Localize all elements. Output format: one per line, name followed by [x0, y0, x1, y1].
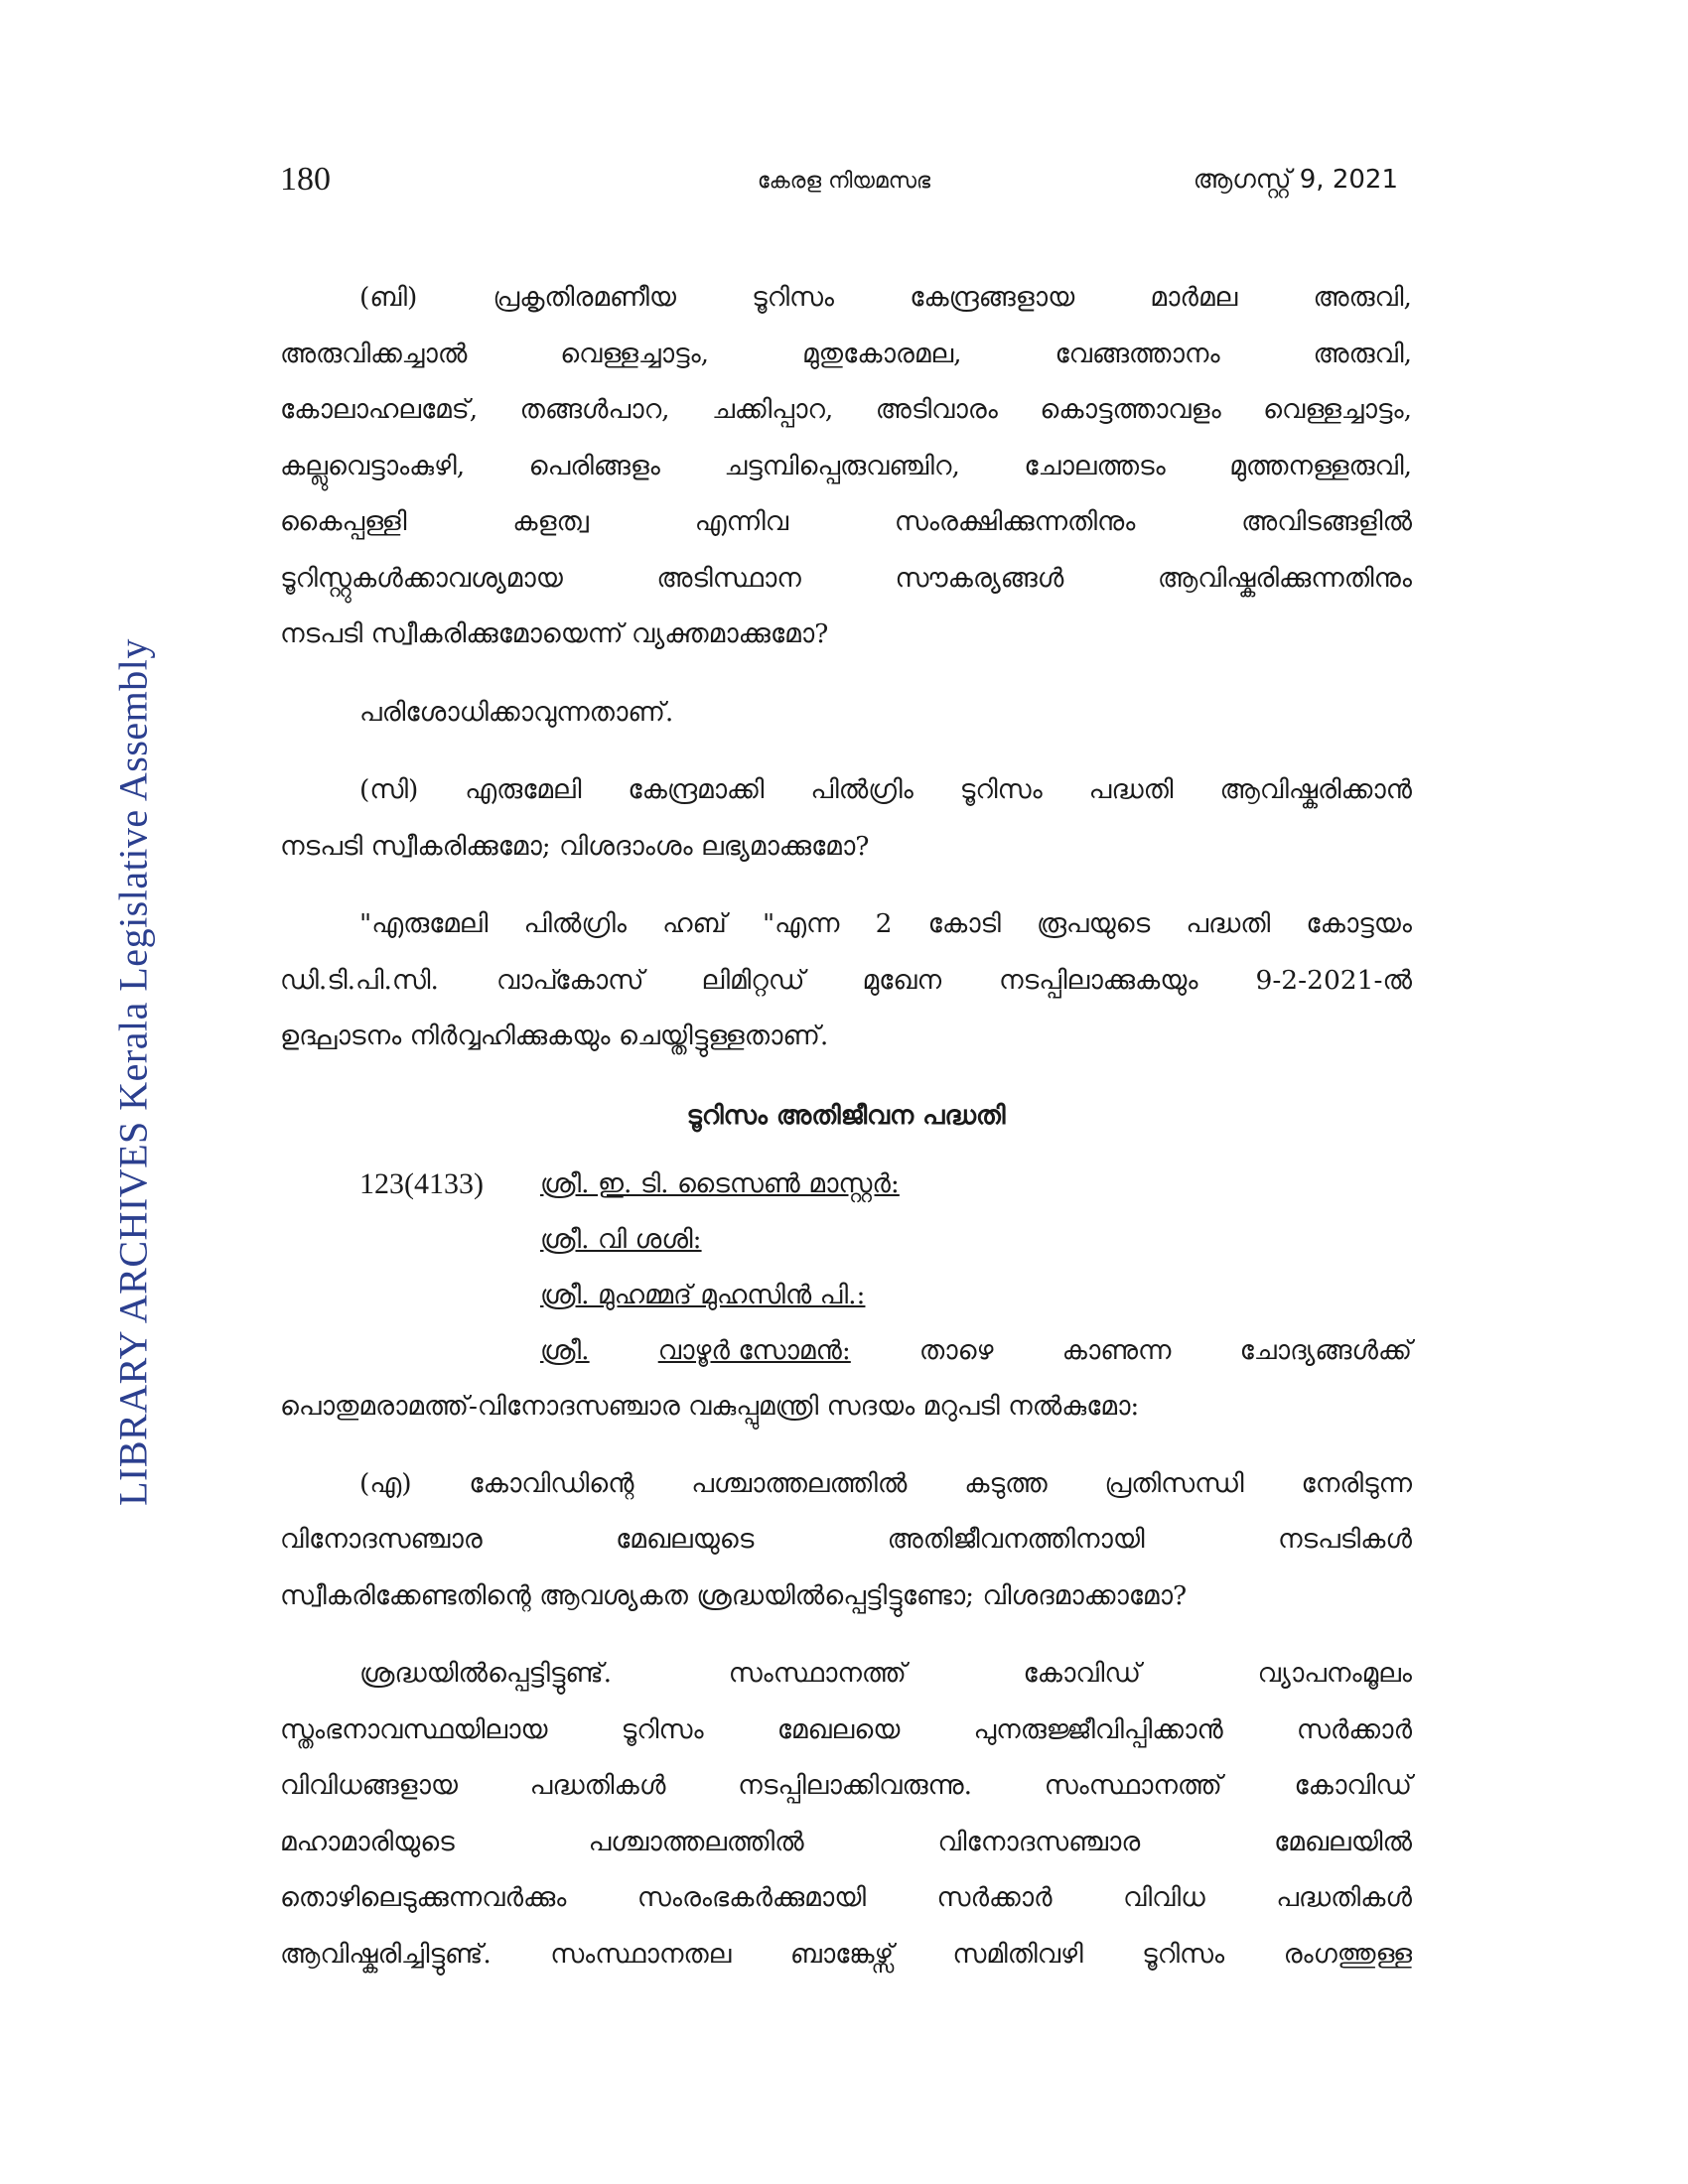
text-line: ഉദ്ഘാടനം നിർവ്വഹിക്കുകയും ചെയ്തിട്ടുള്ളതാണ്.: [280, 1021, 829, 1051]
addressee-line: പൊതുമരാമത്ത്-വിനോദസഞ്ചാര വകുപ്പുമന്ത്രി സദയം മറുപടി നൽകുമോ:: [280, 1390, 1140, 1422]
intro-word: കാണുന്ന: [1061, 1334, 1172, 1366]
intro-word: ചോദ്യങ്ങൾക്ക്: [1239, 1334, 1412, 1366]
text-line: വിവിധങ്ങളായ പദ്ധതികൾ നടപ്പിലാക്കിവരുന്നു. സംസ്ഥാനത്ത് കോവിഡ്: [280, 1770, 1412, 1801]
member-name: ശ്രീ. വി ശശി:: [540, 1223, 702, 1255]
answer-part-c: [280, 896, 1412, 1065]
text-line: തൊഴിലെടുക്കുന്നവർക്കും സംരംഭകർക്കുമായി സർക്കാർ വിവിധ പദ്ധതികൾ: [280, 1882, 1412, 1913]
text-line: (സി) എരുമേലി കേന്ദ്രമാക്കി പിൽഗ്രിം ടൂറിസം പദ്ധതി ആവിഷ്കരിക്കാൻ: [359, 774, 1412, 805]
member-name: ശ്രീ. മുഹമ്മദ് മുഹസിൻ പി.:: [540, 1279, 866, 1310]
text-line: ശ്രദ്ധയിൽപ്പെട്ടിട്ടുണ്ട്. സംസ്ഥാനത്ത് കോവിഡ് വ്യാപനംമൂലം: [359, 1658, 1412, 1689]
text-line: മഹാമാരിയുടെ പശ്ചാത്തലത്തിൽ വിനോദസഞ്ചാര മേഖലയിൽ: [280, 1826, 1412, 1857]
intro-word: താഴെ: [918, 1334, 994, 1366]
text-line: "എരുമേലി പിൽഗ്രിം ഹബ് "എന്ന 2 കോടി രൂപയുടെ പദ്ധതി കോട്ടയം: [359, 908, 1412, 939]
text-line: ഡി.ടി.പി.സി. വാപ്കോസ് ലിമിറ്റഡ് മുഖേന നടപ്പിലാക്കുകയും 9-2-2021-ൽ: [280, 964, 1412, 996]
answer-part-a: [280, 1646, 1412, 1982]
text-line: (എ) കോവിഡിന്റെ പശ്ചാത്തലത്തിൽ കടുത്ത പ്രതിസന്ധി നേരിടുന്ന: [359, 1467, 1412, 1499]
text-line: നടപടി സ്വീകരിക്കുമോ; വിശദാംശം ലഭ്യമാക്കുമോ?: [280, 830, 870, 862]
text-line: വിനോദസഞ്ചാര മേഖലയുടെ അതിജീവനത്തിനായി നടപടികൾ: [280, 1524, 1412, 1555]
question-header: [280, 1157, 1412, 1434]
text-line: (ബി) പ്രകൃതിരമണീയ ടൂറിസം കേന്ദ്രങ്ങളായ മാർമല അരുവി,: [359, 282, 1412, 313]
text-line: സ്വീകരിക്കേണ്ടതിന്റെ ആവശ്യകത ശ്രദ്ധയിൽപ്പെട്ടിട്ടുണ്ടോ; വിശദമാക്കാമോ?: [280, 1579, 1188, 1611]
member-name: ശ്രീ. ഇ. ടി. ടൈസൺ മാസ്റ്റർ:: [540, 1167, 900, 1199]
text-line: കോലാഹലമേട്, തങ്ങൾപാറ, ചക്കിപ്പാറ, അടിവാരം കൊട്ടത്താവളം വെള്ളച്ചാട്ടം,: [280, 394, 1412, 425]
document-body: [280, 270, 1412, 2004]
member-honorific: ശ്രീ.: [540, 1334, 590, 1366]
last-member-line: [540, 1323, 1412, 1379]
running-title: കേരള നിയമസഭ: [757, 169, 931, 194]
text-line: കല്ലുവെട്ടാംകുഴി, പെരിങ്ങളം ചട്ടമ്പിപ്പെരുവഞ്ചിറ, ചോലത്തടം മുത്തനള്ളരുവി,: [280, 450, 1412, 481]
text-line: നടപടി സ്വീകരിക്കുമോയെന്ന് വ്യക്തമാക്കുമോ?: [280, 618, 829, 649]
text-line: ആവിഷ്കരിച്ചിട്ടുണ്ട്. സംസ്ഥാനതല ബാങ്കേഴ്സ് സമിതിവഴി ടൂറിസം രംഗത്തുള്ള: [280, 1938, 1412, 1970]
question-part-c: [280, 762, 1412, 875]
text-line: കൈപ്പള്ളി കളത്വ എന്നിവ സംരക്ഷിക്കുന്നതിനും അവിടങ്ങളിൽ: [280, 506, 1412, 537]
text-line: ടൂറിസ്റ്റുകൾക്കാവശ്യമായ അടിസ്ഥാന സൗകര്യങ്ങൾ ആവിഷ്കരിക്കുന്നതിനും: [280, 562, 1412, 594]
text-line: അരുവിക്കച്ചാൽ വെള്ളച്ചാട്ടം, മുതുകോരമല, വേങ്ങത്താനം അരുവി,: [280, 338, 1412, 369]
question-part-a: [280, 1456, 1412, 1625]
running-date: ആഗസ്റ്റ് 9, 2021: [1193, 165, 1398, 195]
member-name-last: വാഴൂർ സോമൻ:: [657, 1334, 851, 1366]
library-archives-watermark: LIBRARY ARCHIVES Kerala Legislative Assembly: [110, 638, 156, 1506]
answer-part-b: പരിശോധിക്കാവുന്നതാണ്.: [359, 696, 674, 728]
text-line: സ്തംഭനാവസ്ഥയിലായ ടൂറിസം മേഖലയെ പുനരുജ്ജീവിപ്പിക്കാൻ സർക്കാർ: [280, 1713, 1412, 1745]
page-number: 180: [280, 161, 331, 198]
question-number: 123(4133): [359, 1166, 484, 1200]
question-part-b: [280, 270, 1412, 663]
section-title: ടൂറിസം അതിജീവന പദ്ധതി: [686, 1100, 1006, 1131]
